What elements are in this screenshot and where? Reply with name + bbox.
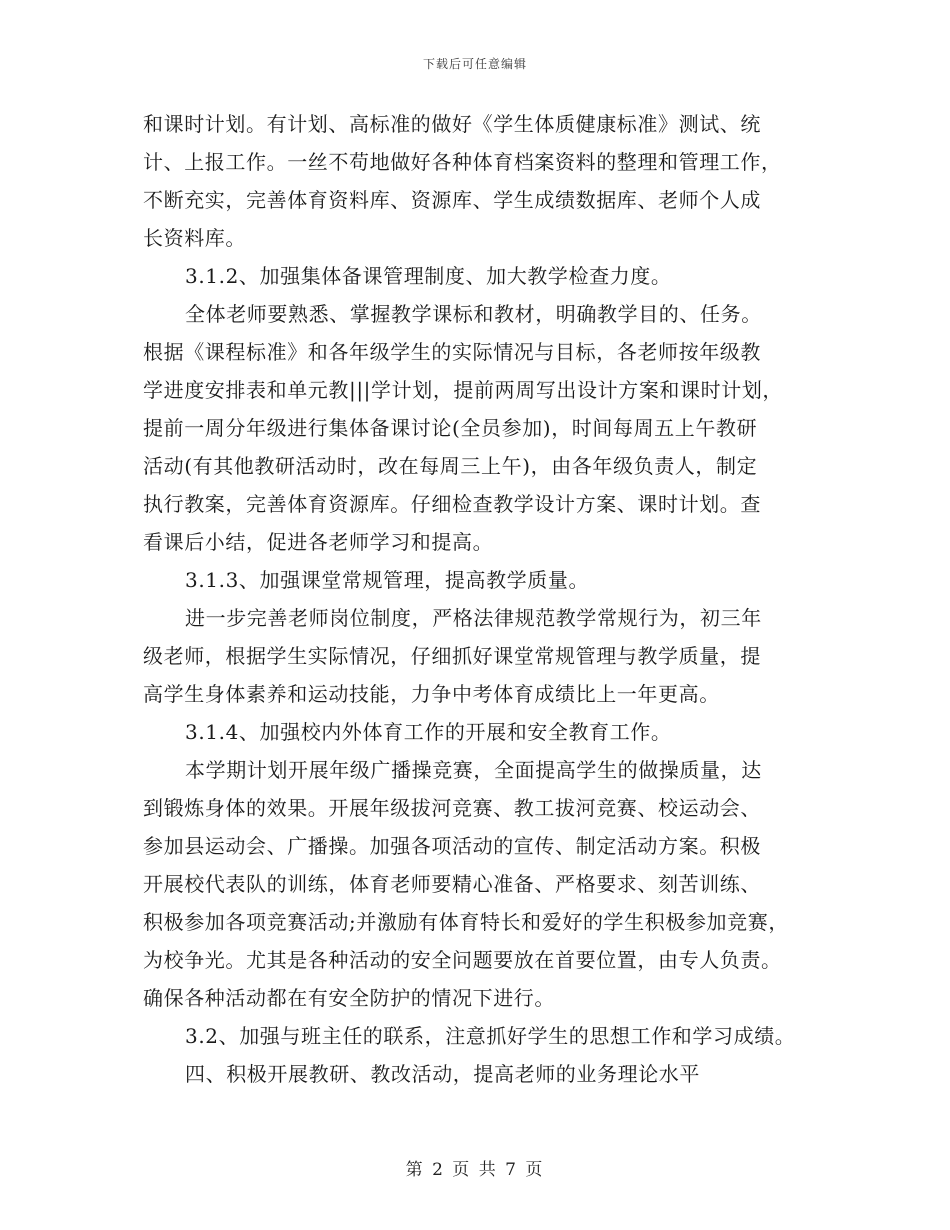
body-line: 学进度安排表和单元教|||学计划，提前两周写出设计方案和课时计划， (143, 378, 784, 402)
body-line: 参加县运动会、广播操。加强各项活动的宣传、制定活动方案。积极 (143, 834, 761, 858)
body-line: 级老师，根据学生实际情况，仔细抓好课堂常规管理与教学质量，提 (143, 644, 761, 668)
body-line: 提前一周分年级进行集体备课讨论(全员参加)，时间每周五上午教研 (143, 416, 758, 440)
section-heading: 3.1.4、加强校内外体育工作的开展和安全教育工作。 (185, 720, 672, 744)
body-line: 确保各种活动都在有安全防护的情况下进行。 (143, 986, 555, 1010)
body-line: 活动(有其他教研活动时，改在每周三上午)，由各年级负责人，制定 (143, 454, 758, 478)
page-header-note: 下载后可任意编辑 (422, 57, 527, 71)
document-body (143, 105, 833, 1093)
page-number: 第 2 页 共 7 页 (405, 1160, 545, 1180)
body-line: 进一步完善老师岗位制度，严格法律规范教学常规行为，初三年 (185, 606, 762, 630)
section-heading: 3.2、加强与班主任的联系，注意抓好学生的思想工作和学习成绩。 (185, 1024, 796, 1048)
body-line: 为校争光。尤其是各种活动的安全问题要放在首要位置，由专人负责。 (143, 948, 782, 972)
section-heading: 3.1.3、加强课堂常规管理，提高教学质量。 (185, 568, 590, 592)
body-line: 开展校代表队的训练，体育老师要精心准备、严格要求、刻苦训练、 (143, 872, 761, 896)
body-line: 执行教案，完善体育资源库。仔细检查教学设计方案、课时计划。查 (143, 492, 761, 516)
body-line: 全体老师要熟悉、掌握教学课标和教材，明确教学目的、任务。 (185, 302, 762, 326)
body-line: 积极参加各项竞赛活动;并激励有体育特长和爱好的学生积极参加竞赛， (143, 910, 789, 934)
section-heading: 3.1.2、加强集体备课管理制度、加大教学检查力度。 (185, 264, 672, 288)
body-line: 高学生身体素养和运动技能，力争中考体育成绩比上一年更高。 (143, 682, 720, 706)
body-line: 长资料库。 (143, 226, 246, 250)
body-line: 本学期计划开展年级广播操竞赛，全面提高学生的做操质量，达 (185, 758, 762, 782)
body-line: 计、上报工作。一丝不苟地做好各种体育档案资料的整理和管理工作， (143, 150, 782, 174)
body-line: 不断充实，完善体育资料库、资源库、学生成绩数据库、老师个人成 (143, 188, 761, 212)
section-heading: 四、积极开展教研、教改活动，提高老师的业务理论水平 (185, 1062, 700, 1086)
body-line: 根据《课程标准》和各年级学生的实际情况与目标，各老师按年级教 (143, 340, 761, 364)
body-line: 和课时计划。有计划、高标准的做好《学生体质健康标准》测试、统 (143, 112, 761, 136)
body-line: 看课后小结，促进各老师学习和提高。 (143, 530, 494, 554)
body-line: 到锻炼身体的效果。开展年级拔河竞赛、教工拔河竞赛、校运动会、 (143, 796, 761, 820)
